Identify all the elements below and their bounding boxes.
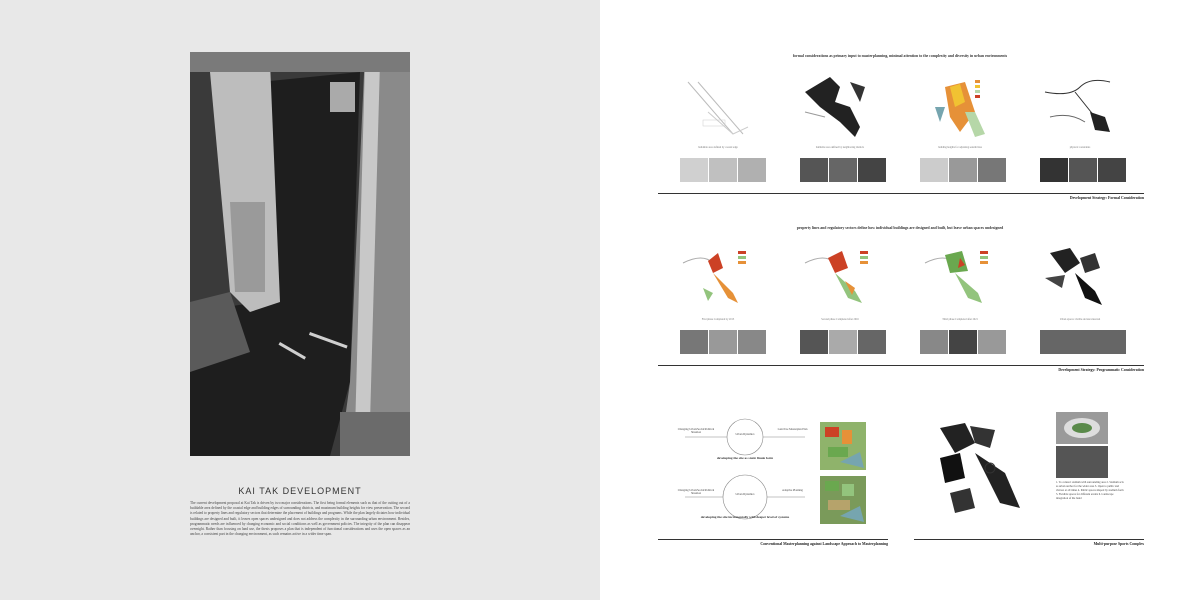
caption-building-heights: building heights for adjoining sensitivities (938, 146, 982, 149)
cycle-bottom-title: developing the site incrementally with deeper level of systems (700, 515, 790, 519)
masterplan-map-top (820, 422, 866, 470)
photo (829, 330, 857, 354)
diagram-coastal-edge (678, 72, 758, 142)
caption-urban-spaces: Urban spaces: visible and unconnected (1059, 318, 1101, 321)
section1-footer: Development Strategy: Formal Consideration (1069, 196, 1144, 200)
section3-footer-right: Multi-purpose Sports Complex (1093, 542, 1144, 546)
photo (1040, 330, 1126, 354)
photo (709, 330, 737, 354)
section3-rule-right (914, 539, 1144, 540)
caption-phase2: Second phase Completed after 2016 (821, 318, 859, 321)
stadium-notes: 1. To connect stadium with surrounding area 2. Stadium acts as urban anchor for the wider area 3. Open to public and visitors at all times 4. Public spaces shaped by stadium form 5. Flexible spaces for different events 6. Landscape integration of the bund (1056, 481, 1124, 500)
diagram-phase2 (800, 243, 880, 313)
caption-phase1: First phase Completed by 2013 (701, 318, 735, 321)
caption-physical-constraints: physical constraints (1069, 146, 1091, 149)
section1-header: formal considerations as primary input to masterplanning, minimal attention to the complexity and diversity in urban environments (792, 54, 1008, 58)
masterplan-map-bottom (820, 476, 866, 524)
cycle-label-4: Changing Urban/Social/Political Situation (677, 489, 715, 495)
stadium-photo-aerial (1056, 412, 1108, 444)
cycle-label-1: Changing Urban/Social/Political Situation (677, 428, 715, 434)
section3-rule-left (658, 539, 888, 540)
section3-footer-left: Conventional Masterplanning against Landscape Approach to Masterplanning (760, 542, 888, 546)
photo (978, 158, 1006, 182)
photo (829, 158, 857, 182)
photo (978, 330, 1006, 354)
stadium-photo-crowd (1056, 446, 1108, 478)
project-description: The current development proposal at Kai Tak is driven by two major considerations. The first being formal elements such as that of the cutting out of a buildable area defined by the coastal edge and building edges of surrounding districts, and maximum building heights for view preservation. The second is related to property lines and regulatory sectors that determine the placement of buildings and programs. While the plan largely dictates how individual buildings are designed and built, it leaves open spaces undesigned and does not address the complexity in the surrounding urban environment. Besides, programmatic needs are influenced by changing economic and social conditions as well as government policies. The integrity of the plan can disappear overnight. Rather than focusing on land use, the thesis proposes a plan that is independent of functional considerations and uses the open spaces as an anchor, a consistent part in the changing environment, as such remains active in a wider time span. (190, 501, 410, 537)
photo (738, 330, 766, 354)
photo (949, 330, 977, 354)
aerial-photo (190, 52, 410, 456)
photo (709, 158, 737, 182)
photo (1098, 158, 1126, 182)
diagram-phase1 (678, 243, 758, 313)
section2-footer: Development Strategy: Programmatic Consideration (1058, 368, 1144, 372)
caption-phase3: Third phase Completed after 2021 (942, 318, 978, 321)
photo (680, 158, 708, 182)
photo (1040, 158, 1068, 182)
diagram-building-heights (920, 72, 1000, 142)
right-page (600, 0, 1200, 600)
diagram-physical-constraints (1040, 72, 1120, 142)
photo (858, 330, 886, 354)
photo (949, 158, 977, 182)
cycle-label-3: Land Use Masterplan Plan (777, 428, 808, 431)
section1-rule (658, 193, 1144, 194)
cycle-label-2: Urban Dynamics (735, 433, 755, 436)
cycle-label-6: Adaptive Planning (782, 489, 803, 492)
photo (800, 158, 828, 182)
project-title: KAI TAK DEVELOPMENT (238, 486, 362, 496)
photo (920, 330, 948, 354)
photo (738, 158, 766, 182)
photo (800, 330, 828, 354)
caption-coastal-edge: buildable area defined by coastal edge (698, 146, 738, 149)
photo (920, 158, 948, 182)
diagram-urban-spaces (1040, 243, 1120, 313)
section2-header: property lines and regulatory sectors define how individual buildings are designed and built, but leave urban spaces undesigned (796, 226, 1004, 230)
photo (1069, 158, 1097, 182)
diagram-neighboring-districts (800, 72, 880, 142)
photo (858, 158, 886, 182)
sports-complex-plan (935, 418, 1045, 518)
photo (680, 330, 708, 354)
section2-rule (658, 365, 1144, 366)
caption-neighboring-districts: buildable area defined by neighboring districts (815, 146, 865, 149)
cycle-top-title: developing the site as static finale form (716, 456, 774, 460)
diagram-phase3 (920, 243, 1000, 313)
cycle-label-5: Urban Dynamics (735, 493, 755, 496)
